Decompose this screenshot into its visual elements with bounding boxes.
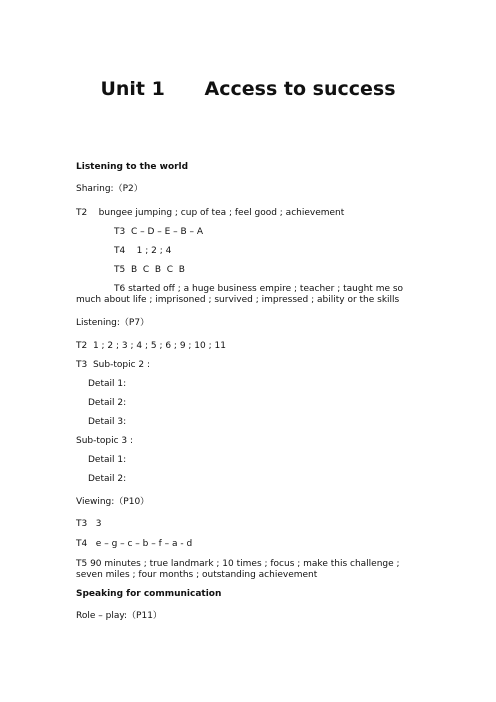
sharing-t2-line: T2 bungee jumping ; cup of tea ; feel good ; achievement (76, 208, 345, 218)
subtopic3-heading: Sub-topic 3 : (76, 436, 134, 446)
listening-heading: Listening:（P7） (76, 318, 150, 328)
detail-2-subtopic2: Detail 2: (88, 398, 127, 408)
detail-2-subtopic3: Detail 2: (88, 474, 127, 484)
detail-3-subtopic2: Detail 3: (88, 417, 127, 427)
viewing-t4-line: T4 e – g – c – b – f – a - d (76, 539, 193, 549)
sharing-heading: Sharing:（P2） (76, 184, 143, 194)
listening-t3-line: T3 Sub-topic 2 : (76, 360, 150, 370)
listening-t2-line: T2 1 ; 2 ; 3 ; 4 ; 5 ; 6 ; 9 ; 10 ; 11 (76, 341, 226, 351)
sharing-t6-line: T6 started off ; a huge business empire ; teacher ; taught me so much about life ; imprisoned ; survived ; impressed ; ability or the skills (76, 284, 404, 305)
sharing-t5-line: T5 B C B C B (114, 265, 185, 275)
unit-title: Unit 1 Access to success (100, 78, 396, 100)
viewing-heading: Viewing:（P10） (76, 497, 150, 507)
roleplay-heading: Role – play:（P11） (76, 611, 162, 621)
section-heading-listening: Listening to the world (76, 162, 189, 172)
sharing-t3-line: T3 C – D – E – B – A (114, 227, 204, 237)
sharing-t4-line: T4 1 ; 2 ; 4 (114, 246, 172, 256)
viewing-t3-line: T3 3 (76, 519, 102, 529)
detail-1-subtopic2: Detail 1: (88, 379, 127, 389)
section-heading-speaking: Speaking for communication (76, 589, 222, 599)
viewing-t5-line: T5 90 minutes ; true landmark ; 10 times ; focus ; make this challenge ; seven miles ; four months ; outstanding achievement (76, 559, 400, 580)
detail-1-subtopic3: Detail 1: (88, 455, 127, 465)
